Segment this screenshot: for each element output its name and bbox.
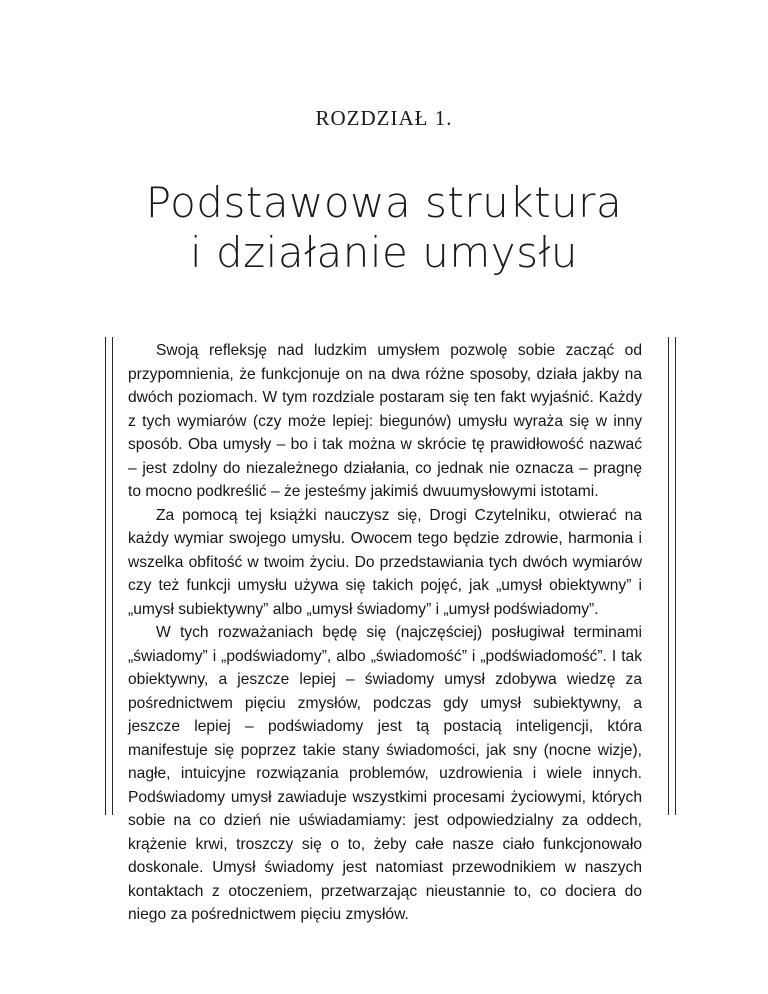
chapter-title-line-1: Podstawowa struktura xyxy=(145,178,623,227)
paragraph-3: W tych rozważaniach będę się (najczęściej) posługiwał terminami „świadomy” i „podświadomy”, albo „świadomość” i „podświadomość”. I tak obiektywny, a jeszcze lepiej – świadomy umysł zdobywa wiedzę za pośrednictwem pięciu zmysłów, podczas gdy umysł subiektywny, a jeszcze lepiej – podświadomy jest tą postacią inteligencji, która manifestuje się poprzez takie stany świadomości, jak sny (nocne wizje), nagłe, intuicyjne rozwiązania problemów, uzdrowienia i wiele innych. Podświadomy umysł zawiaduje wszystkimi procesami życiowymi, których sobie na co dzień nie uświadamiamy: jest odpowiedzialny za oddech, krążenie krwi, troszczy się o to, żeby całe nasze ciało funkcjonowało doskonale. Umysł świadomy jest natomiast przewodnikiem w naszych kontaktach z otoczeniem, przetwarzając nieustannie to, co dociera do niego za pośrednictwem pięciu zmysłów. xyxy=(128,624,642,923)
chapter-title xyxy=(0,178,768,278)
chapter-label: ROZDZIAŁ 1. xyxy=(315,106,453,130)
left-margin-rule-inner xyxy=(112,337,113,815)
right-margin-rule-inner xyxy=(668,337,669,815)
paragraph-1: Swoją refleksję nad ludzkim umysłem pozwolę sobie zacząć od przypomnienia, że funkcjonuje on na dwa różne sposoby, działa jakby na dwóch poziomach. W tym rozdziale postaram się ten fakt wyjaśnić. Każdy z tych wymiarów (czy może lepiej: biegunów) umysłu wyraża się w inny sposób. Oba umysły – bo i tak można w skrócie tę prawidłowość nazwać – jest zdolny do niezależnego działania, co jednak nie oznacza – pragnę to mocno podkreślić – że jesteśmy jakimiś dwuumysłowymi istotami. xyxy=(128,342,642,500)
paragraph-2: Za pomocą tej książki nauczysz się, Drogi Czytelniku, otwierać na każdy wymiar swojego umysłu. Owocem tego będzie zdrowie, harmonia i wszelka obfitość w twoim życiu. Do przedstawiania tych dwóch wymiarów czy też funkcji umysłu używa się takich pojęć, jak „umysł obiektywny” i „umysł subiektywny” albo „umysł świadomy” i „umysł podświadomy”. xyxy=(128,506,642,618)
right-margin-rule-outer xyxy=(675,337,676,815)
left-margin-rule-outer xyxy=(105,337,106,815)
chapter-title-line-2: i działanie umysłu xyxy=(189,228,579,277)
body-text xyxy=(128,339,642,927)
